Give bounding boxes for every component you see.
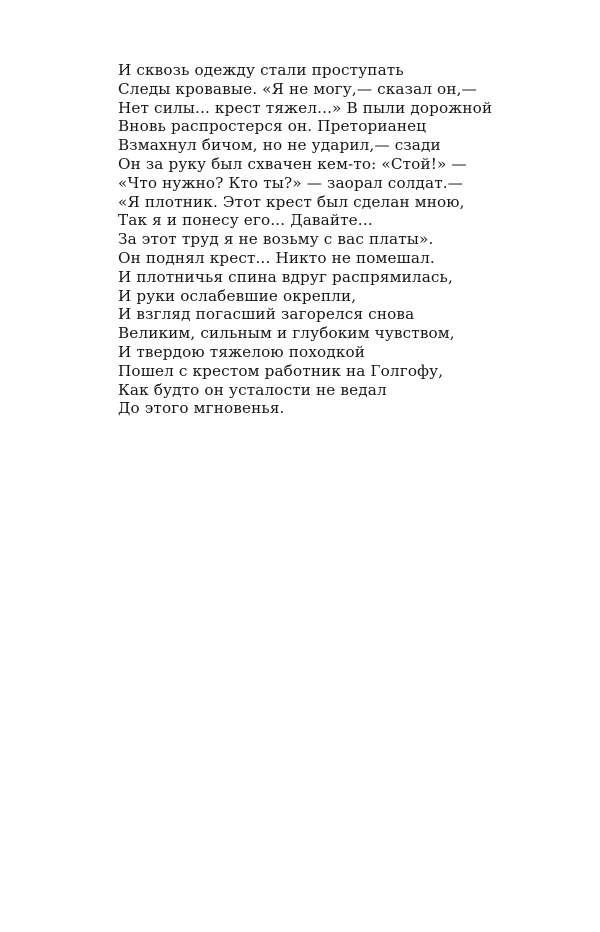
poem-line-11: Он поднял крест... Никто не помешал. xyxy=(118,248,435,267)
poem-line-13: И руки ослабевшие окрепли, xyxy=(118,286,357,305)
poem-line-10: За этот труд я не возьму с вас платы». xyxy=(118,230,434,249)
poem-line-4: Вновь распростерся он. Преторианец xyxy=(118,117,427,136)
poem-line-15: Великим, сильным и глубоким чувством, xyxy=(118,324,455,343)
poem-line-1: И сквозь одежду стали проступать xyxy=(118,61,404,79)
poem-line-2: Следы кровавые. «Я не могу,— сказал он,— xyxy=(118,79,477,98)
poem-line-5: Взмахнул бичом, но не ударил,— сзади xyxy=(118,136,441,155)
poem-line-8: «Я плотник. Этот крест был сделан мною, xyxy=(118,192,465,211)
poem-line-3: Нет силы... крест тяжел...» В пыли дорожной xyxy=(118,98,493,117)
poem-line-19: До этого мгновенья. xyxy=(118,399,285,418)
poem-line-9: Так я и понесу его... Давайте... xyxy=(118,211,373,230)
poem-line-12: И плотничья спина вдруг распрямилась, xyxy=(118,267,453,286)
poem-line-16: И твердою тяжелою походкой xyxy=(118,342,366,361)
poem-text xyxy=(118,61,518,418)
poem-line-6: Он за руку был схвачен кем-то: «Стой!» — xyxy=(118,154,467,173)
poem-line-7: «Что нужно? Кто ты?» — заорал солдат.— xyxy=(118,173,464,192)
poem-line-18: Как будто он усталости не ведал xyxy=(118,380,387,399)
poem-line-14: И взгляд погасший загорелся снова xyxy=(118,305,415,324)
poem-line-17: Пошел с крестом работник на Голгофу, xyxy=(118,361,444,380)
